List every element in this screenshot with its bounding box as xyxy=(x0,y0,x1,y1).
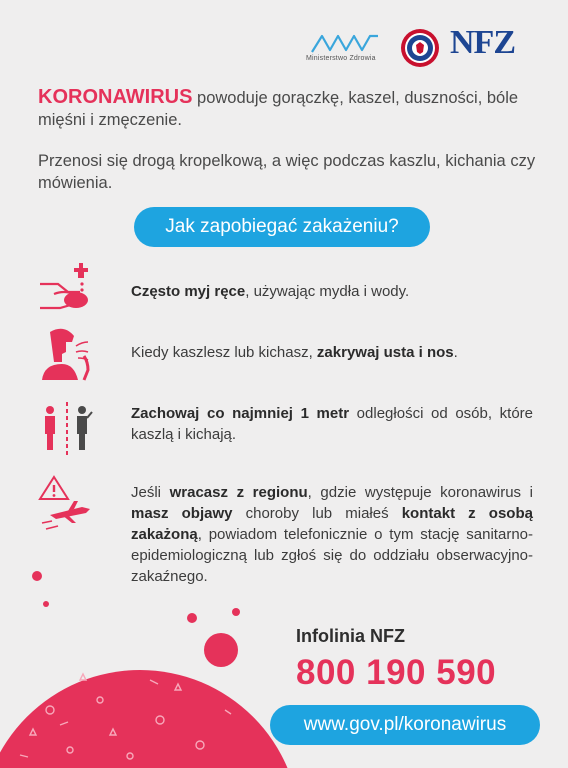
tip-cough-text: Kiedy kaszlesz lub kichasz, zakrywaj usta i nos. xyxy=(131,344,458,361)
cough-icon xyxy=(36,322,98,382)
hotline-label: Infolinia NFZ xyxy=(296,626,405,646)
distance-icon xyxy=(36,398,98,458)
sanitary-inspection-seal-icon xyxy=(400,28,440,68)
hotline-number[interactable]: 800 190 590 xyxy=(296,653,497,692)
nfz-logo: NFZ xyxy=(450,24,515,61)
tip-handwash-text: Często myj ręce, używając mydła i wody. xyxy=(131,283,410,300)
transmission-text: Przenosi się drogą kropelkową, a więc podczas kaszlu, kichania czy mówienia. xyxy=(38,152,536,192)
website-link-button[interactable]: www.gov.pl/koronawirus xyxy=(270,705,540,745)
prevention-header-button[interactable]: Jak zapobiegać zakażeniu? xyxy=(134,207,430,247)
virus-keyword: KORONAWIRUS xyxy=(38,86,193,108)
travel-warning-icon xyxy=(36,475,98,535)
tip-distance-text: Zachowaj co najmniej 1 metr odległości od osób, które kaszlą i kichają. xyxy=(131,405,533,443)
handwash-icon xyxy=(36,262,98,322)
tip-travel-text: Jeśli wracasz z regionu, gdzie występuje koronawirus i masz objawy choroby lub miałeś kontakt z osobą zakażoną, powiadom telefonicznie o tym stację sanitarno-epidemiologiczną lub zgłoś się do oddziału obserwacyjno-zakaźnego. xyxy=(131,484,533,585)
ministry-caption: Ministerstwo Zdrowia xyxy=(306,55,376,62)
symptoms-text: powoduje gorączkę, kaszel, duszności, bóle mięśni i zmęczenie. xyxy=(38,89,519,129)
intro-text xyxy=(38,86,538,131)
